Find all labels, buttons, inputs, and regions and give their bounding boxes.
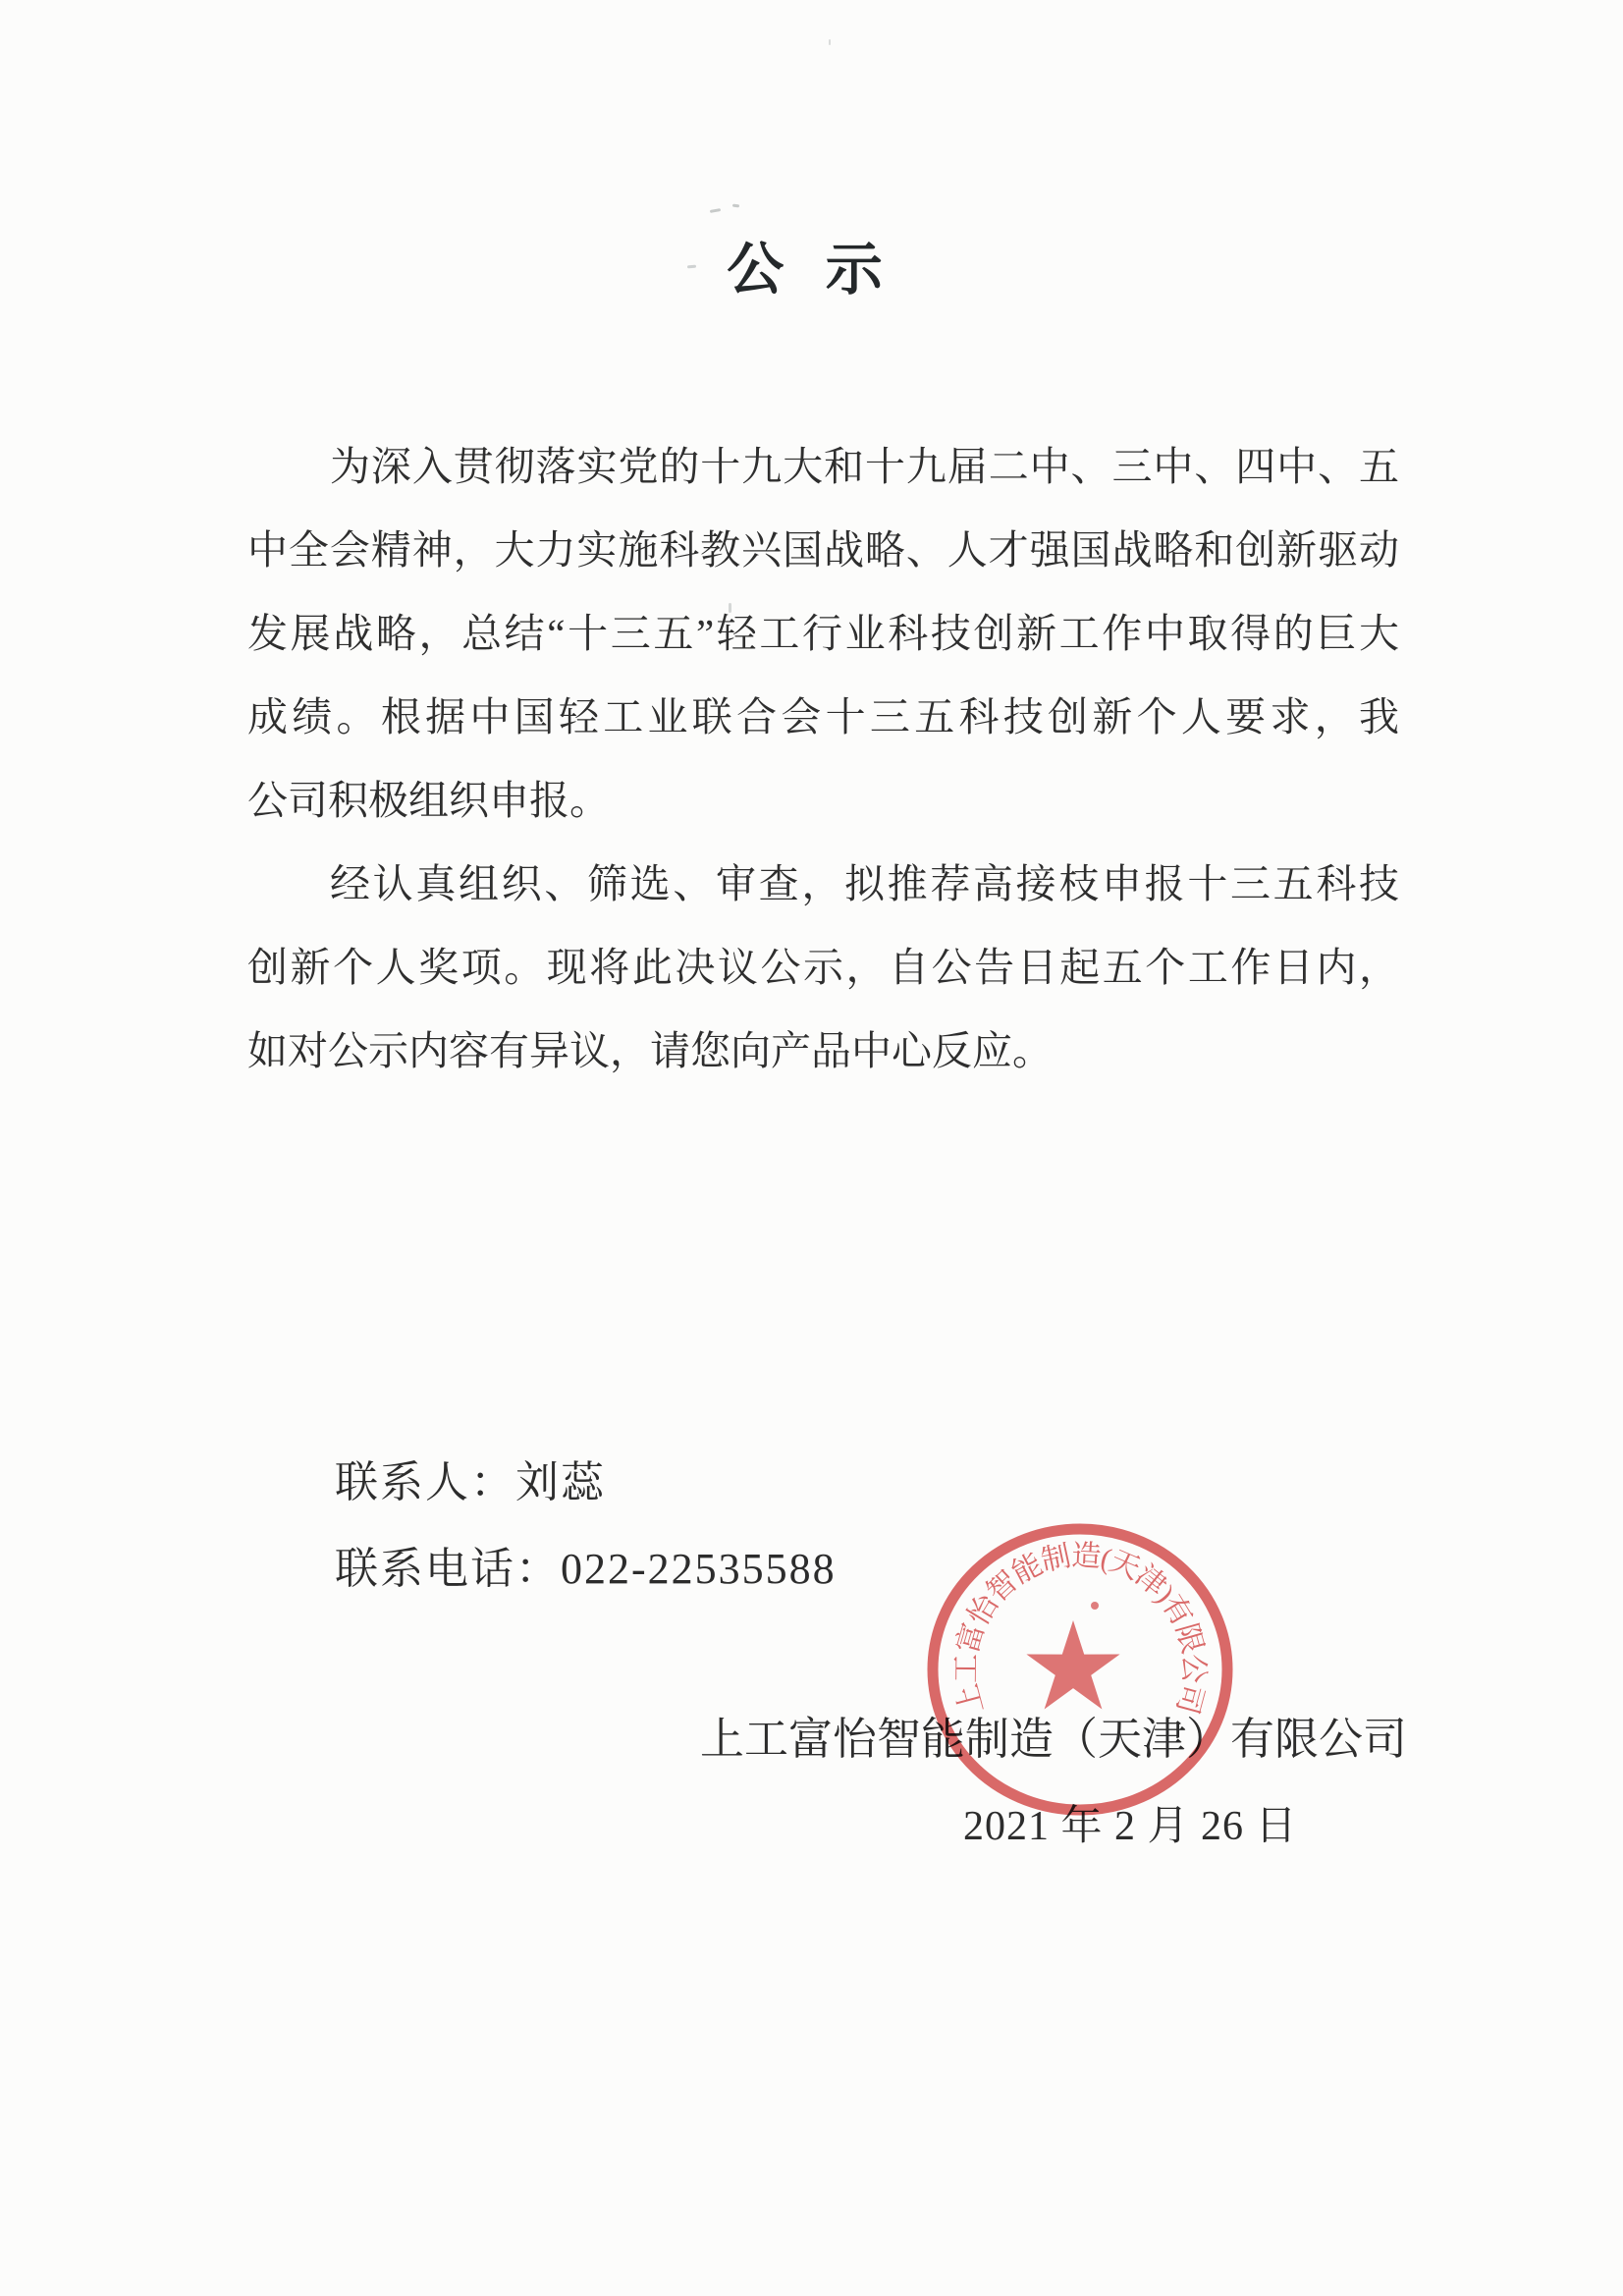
- body-line: 成绩。根据中国轻工业联合会十三五科技创新个人要求，我: [247, 694, 1399, 739]
- noise-speck: [710, 208, 721, 213]
- body-line: 为深入贯彻落实党的十九大和十九届二中、三中、四中、五: [330, 444, 1399, 489]
- contact-block: [335, 1440, 837, 1613]
- contact-person-label: 联系人：: [335, 1458, 515, 1506]
- body-line: 公司积极组织申报。: [247, 778, 610, 823]
- contact-phone-label: 联系电话：: [335, 1545, 561, 1593]
- body-line: 创新个人奖项。现将此决议公示，自公告日起五个工作日内，: [247, 945, 1399, 990]
- noise-speck: [687, 265, 696, 269]
- page-title: 公 示: [727, 238, 896, 301]
- body-line: 经认真组织、筛选、审查，拟推荐高接枝申报十三五科技: [330, 861, 1399, 906]
- seal-star-icon: [1026, 1620, 1119, 1710]
- noise-speck: [829, 39, 831, 45]
- body-line: 中全会精神，大力实施科教兴国战略、人才强国战略和创新驱动: [247, 527, 1399, 573]
- noise-speck: [729, 603, 731, 613]
- signature-company-name: 上工富怡智能制造（天津）有限公司: [700, 1715, 1408, 1764]
- seal-dot: [1091, 1602, 1099, 1610]
- contact-phone-number: 022-22535588: [561, 1545, 837, 1593]
- contact-person-name: 刘蕊: [515, 1458, 606, 1506]
- noise-speck: [732, 204, 739, 208]
- company-seal-stamp: [918, 1512, 1242, 1827]
- contact-person-line: [335, 1440, 837, 1526]
- body-line: 发展战略，总结“十三五”轻工行业科技创新工作中取得的巨大: [247, 611, 1399, 656]
- body-line: 如对公示内容有异议，请您向产品中心反应。: [247, 1028, 1053, 1073]
- contact-phone-line: [335, 1526, 837, 1613]
- announcement-body: [247, 425, 1399, 1093]
- signature-date: 2021 年 2 月 26 日: [963, 1804, 1298, 1849]
- seal-ring-text: 上工富怡智能制造(天津)有限公司: [949, 1539, 1211, 1718]
